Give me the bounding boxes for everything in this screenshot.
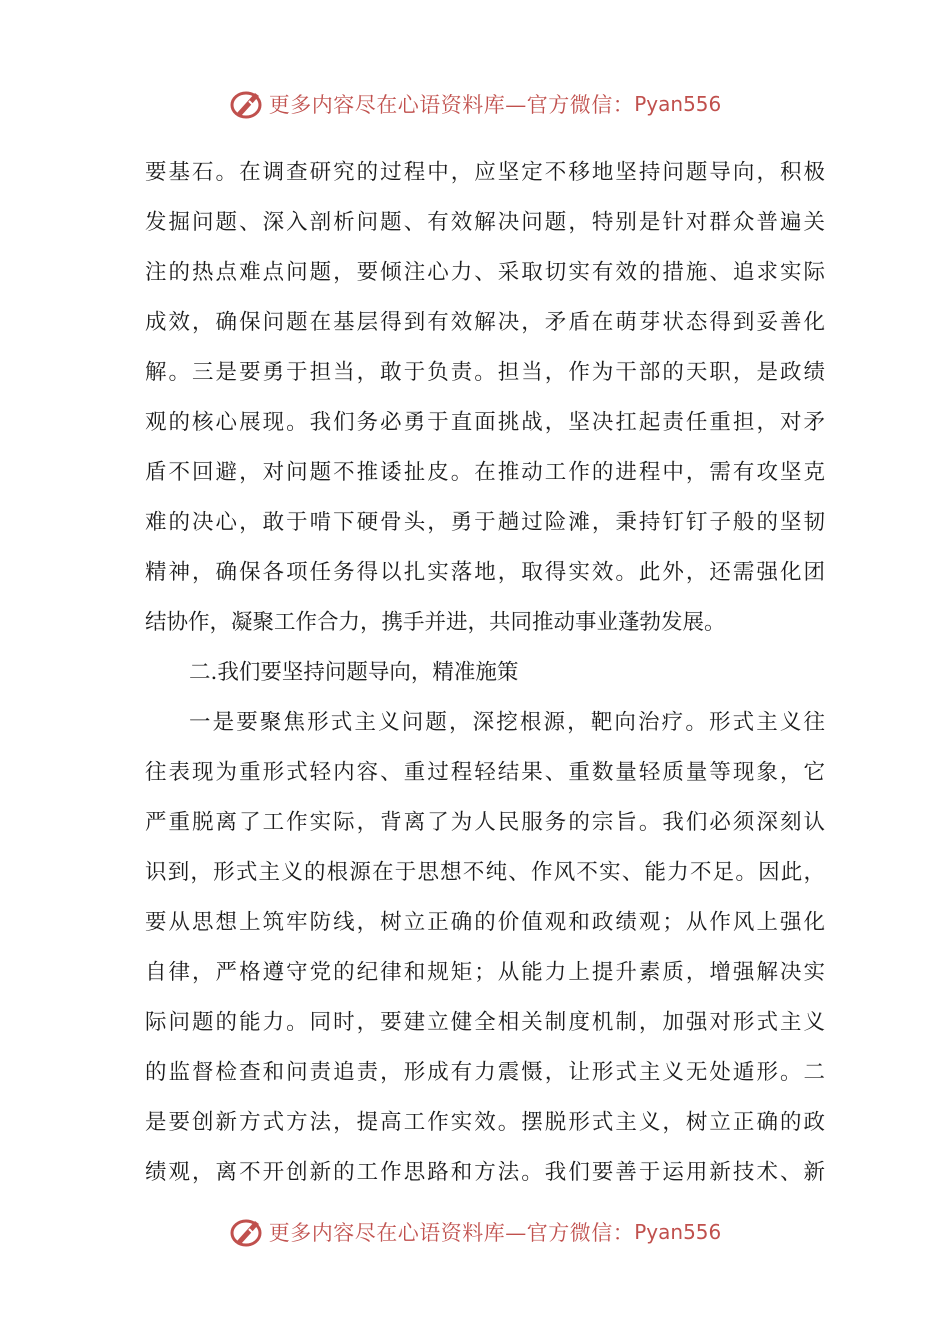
body-line: 观的核心展现。我们务必勇于直面挑战，坚决扛起责任重担，对矛 [145, 410, 825, 435]
wechat-id: Pyan556 [634, 1220, 722, 1244]
document-body [145, 148, 825, 1198]
section-heading: 二.我们要坚持问题导向，精准施策 [189, 660, 519, 685]
header-banner [0, 84, 950, 124]
body-line: 结协作，凝聚工作合力，携手并进，共同推动事业蓬勃发展。 [145, 610, 726, 635]
body-line: 发掘问题、深入剖析问题、有效解决问题，特别是针对群众普遍关 [145, 210, 825, 235]
body-line: 自律，严格遵守党的纪律和规矩；从能力上提升素质，增强解决实 [145, 960, 825, 985]
body-line: 一是要聚焦形式主义问题，深挖根源，靶向治疗。形式主义往 [189, 710, 825, 735]
body-line: 严重脱离了工作实际，背离了为人民服务的宗旨。我们必须深刻认 [145, 810, 825, 835]
pen-circle-logo-icon [229, 1215, 265, 1249]
body-line: 解。三是要勇于担当，敢于负责。担当，作为干部的天职，是政绩 [145, 360, 825, 385]
body-line: 盾不回避，对问题不推诿扯皮。在推动工作的进程中，需有攻坚克 [145, 460, 825, 485]
body-line: 精神，确保各项任务得以扎实落地，取得实效。此外，还需强化团 [145, 560, 825, 585]
body-line: 际问题的能力。同时，要建立健全相关制度机制，加强对形式主义 [145, 1010, 825, 1035]
footer-banner [0, 1212, 950, 1252]
body-line: 难的决心，敢于啃下硬骨头，勇于趟过险滩，秉持钉钉子般的坚韧 [145, 510, 825, 535]
body-line: 绩观，离不开创新的工作思路和方法。我们要善于运用新技术、新 [145, 1160, 825, 1185]
wechat-id: Pyan556 [634, 92, 722, 116]
body-line: 要从思想上筑牢防线，树立正确的价值观和政绩观；从作风上强化 [145, 910, 825, 935]
body-line: 是要创新方式方法，提高工作实效。摆脱形式主义，树立正确的政 [145, 1110, 825, 1135]
banner-text: 更多内容尽在心语资料库—官方微信： [268, 93, 635, 117]
body-line: 的监督检查和问责追责，形成有力震慑，让形式主义无处遁形。二 [145, 1060, 825, 1085]
body-line: 要基石。在调查研究的过程中，应坚定不移地坚持问题导向，积极 [145, 160, 825, 185]
body-line: 识到，形式主义的根源在于思想不纯、作风不实、能力不足。因此， [145, 860, 825, 885]
pen-circle-logo-icon [229, 87, 265, 121]
body-line: 往表现为重形式轻内容、重过程轻结果、重数量轻质量等现象，它 [145, 760, 825, 785]
body-line: 成效，确保问题在基层得到有效解决，矛盾在萌芽状态得到妥善化 [145, 310, 825, 335]
banner-text: 更多内容尽在心语资料库—官方微信： [268, 1221, 635, 1245]
body-line: 注的热点难点问题，要倾注心力、采取切实有效的措施、追求实际 [145, 260, 825, 285]
